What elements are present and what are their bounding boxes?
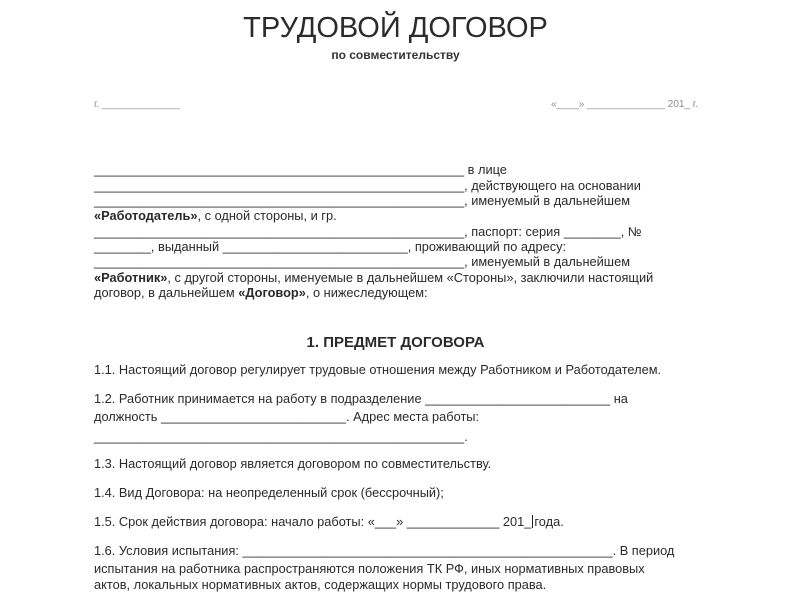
parties-text: , действующего на основании <box>464 178 641 193</box>
parties-text: , с одной стороны, и гр. <box>197 208 337 223</box>
blank-line: ____________________________________________________ <box>94 162 465 177</box>
parties-text: , паспорт: серия ________, № <box>464 224 642 239</box>
clause-1-6-line-2: испытания на работника распространяются положения ТК РФ, иных нормативных правовых <box>94 561 645 576</box>
blank-line: ____________________________________________________ <box>94 178 465 193</box>
parties-text: в лице <box>467 162 507 177</box>
parties-line-6: ________, выданный __________________________, проживающий по адресу: <box>94 239 567 254</box>
date-field: «____» ______________ 201_ г. <box>550 99 698 110</box>
parties-text: , о нижеследующем: <box>305 285 428 300</box>
parties-line-8 <box>94 270 653 286</box>
clause-1-3: 1.3. Настоящий договор является договором по совместительству. <box>94 456 492 471</box>
clause-1-2-line-1: 1.2. Работник принимается на работу в подразделение __________________________ на <box>94 391 628 406</box>
parties-text: , с другой стороны, именуемые в дальнейшем «Стороны», заключили настоящий <box>167 270 654 285</box>
clause-1-6-line-1: 1.6. Условия испытания: ____________________________________________________. В период <box>94 543 675 558</box>
clause-text: 1.5. Срок действия договора: начало работы: «___» _____________ 201_ <box>94 514 532 529</box>
clause-1-6-line-3: актов, локальных нормативных актов, содержащих нормы трудового права. <box>94 577 547 592</box>
employee-term: «Работник» <box>94 270 168 285</box>
parties-line-9 <box>94 285 428 301</box>
clause-1-2-line-3: ____________________________________________________. <box>94 429 468 444</box>
clause-text: года. <box>534 514 564 529</box>
employer-term: «Работодатель» <box>94 208 198 223</box>
blank-line: ____________________________________________________ <box>94 254 465 269</box>
blank-line: ____________________________________________________ <box>94 224 465 239</box>
parties-line-3 <box>94 193 630 209</box>
document-title: ТРУДОВОЙ ДОГОВОР <box>243 12 548 44</box>
parties-line-1 <box>94 162 507 178</box>
parties-line-2 <box>94 178 641 194</box>
parties-text: , именуемый в дальнейшем <box>464 254 630 269</box>
city-field: г. ______________ <box>94 99 180 110</box>
section-heading: 1. ПРЕДМЕТ ДОГОВОРА <box>306 334 485 351</box>
parties-line-5 <box>94 224 642 240</box>
contract-term: «Договор» <box>238 285 306 300</box>
clause-1-5 <box>94 514 564 530</box>
parties-line-4 <box>94 208 337 224</box>
blank-line: ____________________________________________________ <box>94 193 465 208</box>
clause-1-4: 1.4. Вид Договора: на неопределенный срок (бессрочный); <box>94 485 444 500</box>
clause-1-1: 1.1. Настоящий договор регулирует трудовые отношения между Работником и Работодателем. <box>94 362 662 377</box>
clause-1-2-line-2: должность __________________________. Адрес места работы: <box>94 409 480 424</box>
parties-line-7 <box>94 254 630 270</box>
parties-text: , именуемый в дальнейшем <box>464 193 630 208</box>
parties-text: договор, в дальнейшем <box>94 285 239 300</box>
document-subtitle: по совместительству <box>331 48 460 62</box>
